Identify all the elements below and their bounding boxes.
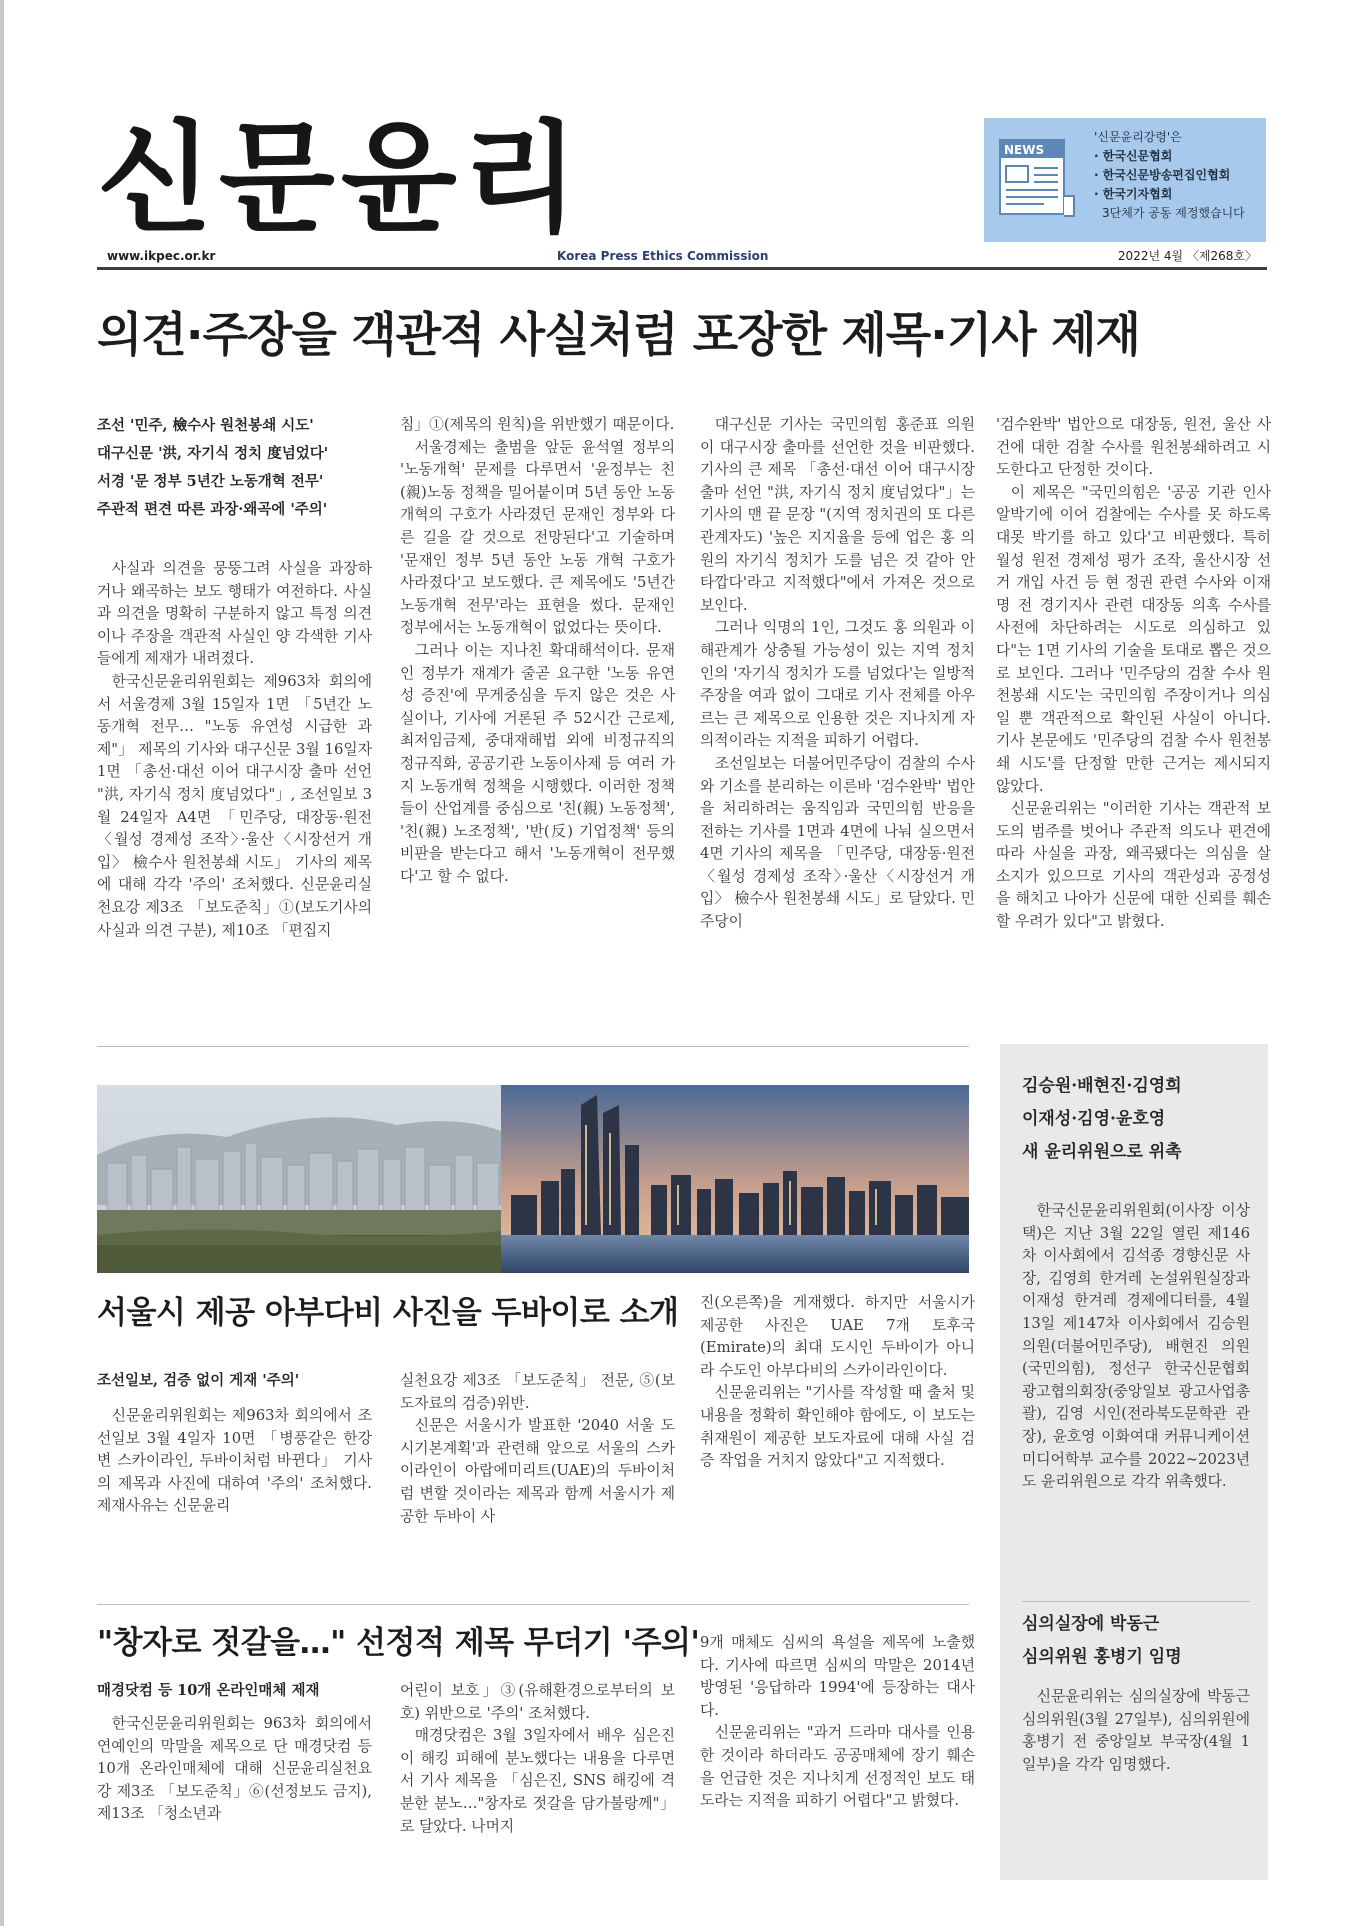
article1-subhead-2: 대구신문 '洪, 자기식 정치 度넘었다' — [97, 445, 329, 462]
article3-paragraph: 어린이 보호」③(유해환경으로부터의 보호) 위반으로 '주의' 조처했다. — [400, 1682, 675, 1722]
article2-paragraph: 신문은 서울시가 발표한 '2040 서울 도시기본계획'과 관련해 앞으로 서울의 스카이라인이 아랍에미리트(UAE)의 두바이처럼 변할 것이라는 제목과 함께 서울시가 제공한 두바이 사 — [400, 1417, 675, 1525]
info-org-1: · 한국신문협회 — [1094, 149, 1173, 163]
article1-subhead-3: 서경 '문 정부 5년간 노동개혁 전무' — [97, 473, 324, 490]
sidebar-body-2 — [1022, 1686, 1250, 1866]
info-org-2: · 한국신문방송편집인협회 — [1094, 168, 1231, 182]
sidebar-headline-line: 심의위원 홍병기 임명 — [1022, 1647, 1182, 1667]
article2-subhead: 조선일보, 검증 없이 게재 '주의' — [97, 1372, 300, 1389]
article1-subhead-1: 조선 '민주, 檢수사 원천봉쇄 시도' — [97, 417, 314, 434]
article3-column-3 — [700, 1632, 975, 1865]
article1-column-4 — [996, 414, 1271, 1014]
article1-paragraph: 사실과 의견을 뭉뚱그려 사실을 과장하거나 왜곡하는 보도 행태가 여전하다. 사실과 의견을 명확히 구분하지 않고 특정 의견이나 주장을 객관적 사실인 양 각색한 기사들에게 제재가 내려졌다. — [97, 560, 372, 668]
page-edge-line — [0, 0, 4, 1926]
news-icon-label: NEWS — [1004, 143, 1045, 157]
article3-headline: "창자로 젓갈을…" 선정적 제목 무더기 '주의' — [97, 1625, 700, 1661]
article1-paragraph: 조선일보는 더불어민주당이 검찰의 수사와 기소를 분리하는 이른바 '검수완박' 법안을 처리하려는 움직임과 국민의힘 반응을 전하는 기사를 1면과 4면에 나눠 실으면서 4면 기사의 제목을 「민주당, 대장동·원전〈월성 경제성 조작〉·울산〈시장선거 개입〉 檢수사 원천봉쇄 시도」로 달았다. 민주당이 — [700, 754, 975, 931]
article3-paragraph: 매경닷컴은 3월 3일자에서 배우 심은진이 해킹 피해에 분노했다는 내용을 다루면서 기사 제목을 「심은진, SNS 해킹에 격분한 분노…"창자로 젓갈을 담가불랑께"」로 달았다. 나머지 — [400, 1727, 675, 1835]
article1-subhead-4: 주관적 편견 따른 과장·왜곡에 '주의' — [97, 501, 328, 518]
article1-paragraph: 대구신문 기사는 국민의힘 홍준표 의원이 대구시장 출마를 선언한 것을 비판했다. 기사의 큰 제목 「총선·대선 이어 대구시장 출마 선언 "洪, 자기식 정치 度넘었다"」는 기사의 맨 끝 문장 "(지역 정치권의 또 다른 관계자도) '높은 지지율을 등에 업은 홍 의원의 자기식 정치가 도를 넘은 것 같아 안타깝다'라고 지적했다"에서 가져온 것으로 보인다. — [700, 416, 975, 614]
article1-column-1 — [97, 412, 372, 1012]
article3-paragraph: 9개 매체도 심씨의 욕설을 제목에 노출했다. 기사에 따르면 심씨의 막말은 2014년 방영된 '응답하라 1994'에 등장하는 대사다. — [700, 1634, 975, 1719]
article2-headline: 서울시 제공 아부다비 사진을 두바이로 소개 — [97, 1295, 679, 1331]
article2-paragraph: 신문윤리위원회는 제963차 회의에서 조선일보 3월 4일자 10면 「병풍같은 한강변 스카이라인, 두바이처럼 바뀐다」 기사의 제목과 사진에 대하여 '주의' 조처했다. 제재사유는 신문윤리 — [97, 1407, 372, 1515]
sidebar-headline-line: 새 윤리위원으로 위촉 — [1022, 1142, 1182, 1162]
article1-paragraph: '검수완박' 법안으로 대장동, 원전, 울산 사건에 대한 검찰 수사를 원천봉쇄하려고 시도한다고 단정한 것이다. — [996, 416, 1271, 479]
article3-paragraph: 신문윤리위는 "과거 드라마 대사를 인용한 것이라 하더라도 공공매체에 장기 훼손을 언급한 것은 지나치게 선정적인 보도 태도라는 지적을 피하기 어렵다"고 밝혔다. — [700, 1724, 975, 1810]
org-english-name: Korea Press Ethics Commission — [557, 249, 769, 263]
article2-column-1 — [97, 1367, 372, 1575]
article2-column-2 — [400, 1370, 675, 1575]
article3-paragraph: 한국신문윤리위원회는 963차 회의에서 연예인의 막말을 제목으로 단 매경닷컴 등 10개 온라인매체에 대해 신문윤리실천요강 제3조 「보도준칙」⑥(선정보도 금지), 제13조 「청소년과 — [97, 1715, 372, 1823]
newspaper-icon — [994, 136, 1078, 222]
article2-column-3 — [700, 1292, 975, 1575]
abu-dhabi-skyline-photo — [501, 1085, 969, 1273]
section-divider — [97, 1046, 969, 1047]
sidebar-paragraph: 한국신문윤리위원회(이사장 이상택)은 지난 3월 22일 열린 제146차 이사회에서 김석종 경향신문 사장, 김영희 한겨레 논설위원실장과 이재성 한겨레 경제에디터를, 4월 13일 제147차 이사회에서 김승원 의원(더불어민주당), 배현진 의원(국민의힘), 정선구 한국신문협회 광고협의회장(중앙일보 광고사업총괄), 김영 시인(전라북도문학관 관장), 윤호영 이화여대 커뮤니케이션미디어학부 교수를 2022~2023년도 윤리위원으로 각각 위촉했다. — [1022, 1202, 1250, 1491]
info-intro: '신문윤리강령'은 — [1094, 130, 1182, 144]
info-org-3: · 한국기자협회 — [1094, 187, 1173, 201]
article1-paragraph: 그러나 이는 지나친 확대해석이다. 문재인 정부가 재계가 줄곧 요구한 '노동 유연성 증진'에 무게중심을 두지 않은 것은 사실이나, 기사에 거론된 주 52시간 근로제, 최저임금제, 중대재해법 외에 비정규직의 정규직화, 공공기관 노동이사제 등 여러 가지 노동개혁 정책을 시행했다. 이러한 정책들이 산업계를 중심으로 '친(親) 노동정책', '친(親) 노조정책', '반(反) 기업정책' 등의 비판을 받는다고 해서 '노동개혁이 전무했다'고 할 수 없다. — [400, 641, 675, 885]
info-box — [984, 118, 1266, 242]
sidebar-divider — [1022, 1601, 1250, 1602]
article1-paragraph: 그러나 익명의 1인, 그것도 홍 의원과 이해관계가 상충될 가능성이 있는 지역 정치인의 '자기식 정치가 도를 넘었다'는 일방적 주장을 여과 없이 그대로 기사 전체를 아우르는 큰 제목으로 인용한 것은 지나치게 자의적이라는 지적을 피하기 어렵다. — [700, 619, 975, 750]
info-note: 3단체가 공동 제정했습니다 — [1102, 206, 1245, 220]
article3-column-1 — [97, 1677, 372, 1865]
article1-paragraph: 신문윤리위는 "이러한 기사는 객관적 보도의 범주를 벗어나 주관적 의도나 편견에 따라 사실을 과장, 왜곡됐다는 의심을 살 소지가 있으므로 기사의 객관성과 공정성을 해치고 나아가 신문에 대한 신뢰를 훼손할 우려가 있다"고 밝혔다. — [996, 800, 1271, 931]
article2-paragraph: 신문윤리위는 "기사를 작성할 때 출처 및 내용을 정확히 확인해야 함에도, 이 보도는 취재원이 제공한 보도자료에 대해 사실 검증 작업을 거치지 않았다"고 지적했다. — [700, 1384, 975, 1470]
article2-paragraph: 진(오른쪽)을 게재했다. 하지만 서울시가 제공한 사진은 UAE 7개 토후국(Emirate)의 최대 도시인 두바이가 아니라 수도인 아부다비의 스카이라인이다. — [700, 1294, 975, 1379]
article1-headline: 의견·주장을 객관적 사실처럼 포장한 제목·기사 제재 — [97, 308, 1140, 363]
sidebar-paragraph: 신문윤리위는 심의실장에 박동근 심의위원(3월 27일부), 심의위원에 홍병기 전 중앙일보 부국장(4월 1일부)을 각각 임명했다. — [1022, 1688, 1250, 1773]
article1-paragraph: 이 제목은 "국민의힘은 '공공 기관 인사 알박기에 이어 검찰에는 수사를 못 하도록 대못 박기를 하고 있다'고 비판했다. 특히 월성 원전 경제성 평가 조작, 울산시장 선거 개입 사건 등 현 정권 관련 수사와 이재명 전 경기지사 관련 대장동 의혹 수사를 사전에 차단하려는 시도로 의심하고 있다"는 1면 기사의 기술을 토대로 뽑은 것으로 보인다. 그러나 '민주당의 검찰 수사 원천봉쇄 시도'는 국민의힘 주장이거나 의심일 뿐 객관적으로 확인된 사실이 아니다. 기사 본문에도 '민주당의 검찰 수사 원천봉쇄 시도'를 단정할 만한 근거는 제시되지 않았다. — [996, 483, 1271, 795]
article1-paragraph: 침」①(제목의 원칙)을 위반했기 때문이다. — [400, 416, 675, 433]
article1-column-2 — [400, 414, 675, 1014]
seoul-skyline-photo — [97, 1085, 501, 1273]
sidebar-headline-line: 이재성·김영·윤호영 — [1022, 1109, 1166, 1129]
sidebar-headline-line: 심의실장에 박동근 — [1022, 1614, 1160, 1634]
section-divider — [97, 1604, 969, 1605]
sidebar-headline-1 — [1022, 1070, 1262, 1169]
masthead-bar — [97, 246, 1267, 266]
article1-paragraph: 서울경제는 출범을 앞둔 윤석열 정부의 '노동개혁' 문제를 다루면서 '윤정부는 친(親)노동 정책을 밀어붙이며 5년 동안 노동 개혁의 구호가 사라졌던 문재인 정부와 다른 길을 갈 것으로 전망된다'고 기술하며 '문재인 정부 5년 동안 노동 개혁 구호가 사라졌다'고 보도했다. 큰 제목에도 '5년간 노동개혁 전무'라는 표현을 썼다. 문재인 정부에서는 노동개혁이 없었다는 뜻이다. — [400, 438, 675, 637]
sidebar-body-1 — [1022, 1200, 1250, 1595]
issue-date: 2022년 4월 〈제268호〉 — [1117, 249, 1257, 263]
masthead-rule — [97, 267, 1267, 270]
masthead-title: 신문윤리 — [97, 110, 585, 249]
website-link[interactable]: www.ikpec.or.kr — [107, 249, 216, 263]
sidebar-headline-2 — [1022, 1608, 1262, 1674]
article1-column-3 — [700, 414, 975, 1014]
article1-paragraph: 한국신문윤리위원회는 제963차 회의에서 서울경제 3월 15일자 1면 「5년간 노동개혁 전무… "노동 유연성 시급한 과제"」 제목의 기사와 대구신문 3월 16일자 1면 「총선·대선 이어 대구시장 출마 선언 "洪, 자기식 정치 度넘었다"」, 조선일보 3월 24일자 A4면 「민주당, 대장동·원전〈월성 경제성 조작〉·울산〈시장선거 개입〉 檢수사 원천봉쇄 시도」 기사의 제목에 대해 각각 '주의' 조처했다. 신문윤리실천요강 제3조 「보도준칙」①(보도기사의 사실과 의견 구분), 제10조 「편집지 — [97, 672, 372, 939]
article3-subhead: 매경닷컴 등 10개 온라인매체 제재 — [97, 1682, 320, 1699]
article2-paragraph: 실천요강 제3조 「보도준칙」 전문, ⑤(보도자료의 검증)위반. — [400, 1372, 675, 1412]
sidebar-headline-line: 김승원·배현진·김영희 — [1022, 1076, 1182, 1096]
article3-column-2 — [400, 1680, 675, 1865]
